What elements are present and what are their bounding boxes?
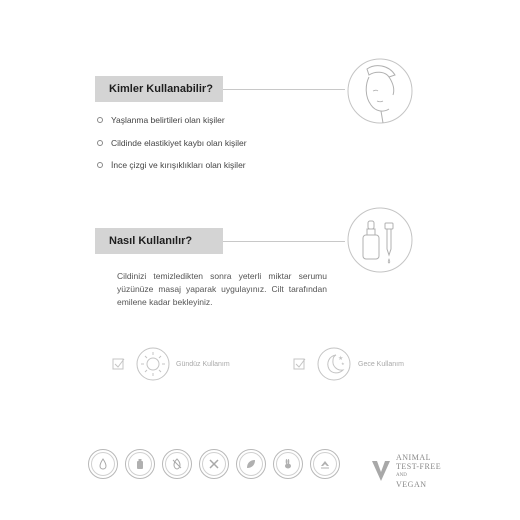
moon-icon [316,346,352,382]
how-to-use-text: Cildinizi temizledikten sonra yeterli miktar serumu yüzünüze masaj yaparak uygulayınız. Cilt tarafından emilene kadar bekleyiniz. [117,271,327,307]
bullet-icon [97,162,103,168]
svg-text:★: ★ [338,355,344,362]
how-section-title: Nasıl Kullanılır? [95,228,223,254]
serum-dropper-icon [345,205,415,275]
animal-test-free-vegan-logo [370,453,441,489]
dermatologically-tested-icon [88,449,118,479]
day-usage-label: Gündüz Kullanım [176,361,230,368]
vegan-v-icon [370,459,392,483]
face-icon [345,55,415,127]
checkbox-day-icon [112,357,126,371]
vegan-leaf-icon [236,449,266,479]
vegan-text-line: VEGAN [396,480,427,489]
svg-text:★: ★ [341,361,345,366]
checkbox-night-icon [293,357,307,371]
rabbit-icon [273,449,303,479]
bullet-icon [97,140,103,146]
how-section-divider [223,241,345,242]
vegan-text-line: ANIMAL [396,453,431,462]
list-item: Yaşlanma belirtileri olan kişiler [97,115,225,125]
who-section-divider [223,89,345,90]
sun-icon [135,346,171,382]
night-usage-label: Gece Kullanım [358,361,404,368]
bullet-icon [97,117,103,123]
alcohol-free-icon [162,449,192,479]
vegan-text-line: TEST-FREE [396,462,442,471]
list-item: İnce çizgi ve kırışıklıkları olan kişiler [97,160,246,170]
sls-free-icon [310,449,340,479]
cruelty-free-icon [199,449,229,479]
who-section-title: Kimler Kullanabilir? [95,76,223,102]
list-item: Cildinde elastikiyet kaybı olan kişiler [97,138,247,148]
paraben-free-icon [125,449,155,479]
vegan-text-line: AND [396,473,407,478]
certification-badges [88,449,340,479]
